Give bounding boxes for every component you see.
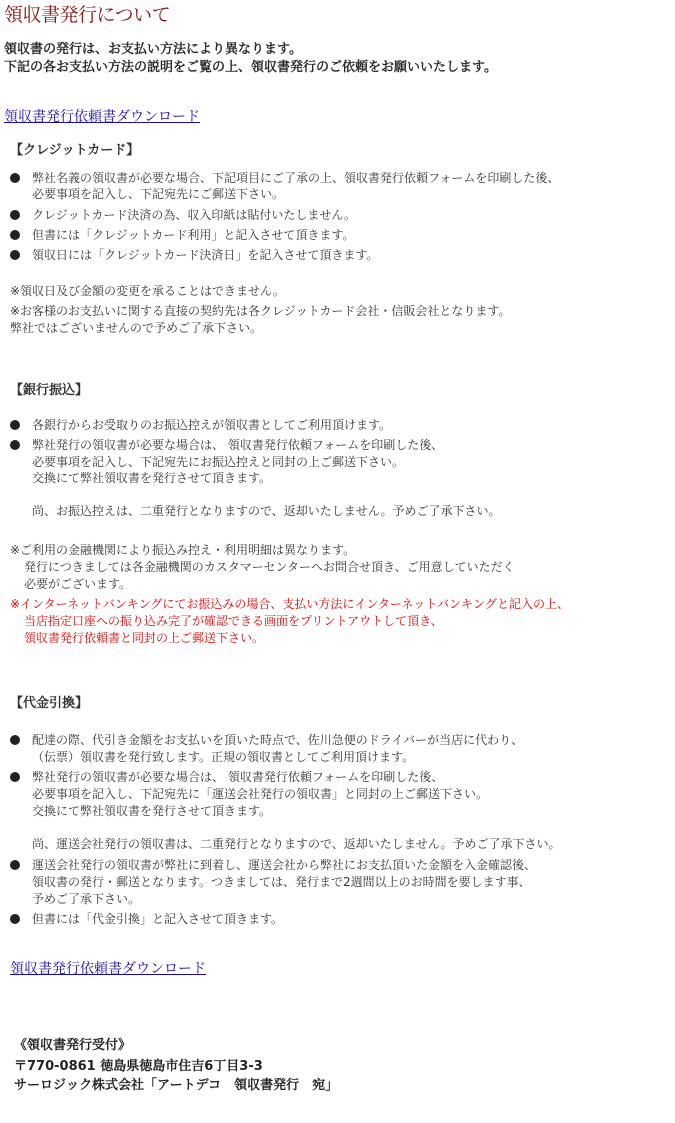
credit-bullet [10, 247, 378, 263]
intro-line: 領収書の発行は、お支払い方法により異なります。 [4, 42, 302, 57]
cod-bullet-cont: 領収書の発行・郵送となります。つきましては、発行まで2週間以上のお時間を要します事、 [32, 875, 531, 889]
bank-bullet [10, 437, 443, 453]
bullet-text: 各銀行からお受取りのお振込控えが領収書としてご利用頂けます。 [32, 418, 392, 432]
cod-note-double: 尚、運送会社発行の領収書は、二重発行となりますので、返却いたしません。予めご了承下さい。 [32, 837, 561, 851]
bank-heading: 【銀行振込】 [10, 383, 89, 398]
cod-bullet [10, 732, 523, 748]
bullet-icon [10, 440, 20, 450]
download-link-bottom[interactable]: 領収書発行依頼書ダウンロード [10, 961, 206, 977]
cod-bullet [10, 769, 443, 785]
address-line: サーロジック株式会社「アートデコ 領収書発行 宛」 [14, 1078, 339, 1093]
bullet-icon [10, 230, 20, 240]
bullet-icon [10, 210, 20, 220]
bullet-text: 運送会社発行の領収書が弊社に到着し、運送会社から弊社にお支払頂いた金額を入金確認後、 [32, 858, 537, 872]
download-link-top[interactable]: 領収書発行依頼書ダウンロード [4, 109, 200, 125]
bank-red-note: 領収書発行依頼書と同封の上ご郵送下さい。 [24, 631, 265, 645]
bank-red-note: 当店指定口座への振り込み完了が確認できる画面をプリントアウトして頂き、 [24, 614, 443, 628]
bullet-text: クレジットカード決済の為、収入印紙は貼付いたしません。 [32, 208, 357, 222]
credit-bullet [10, 170, 559, 186]
bullet-icon [10, 772, 20, 782]
credit-note: 弊社ではございませんので予めご了承下さい。 [10, 321, 263, 335]
credit-bullet-cont: 必要事項を記入し、下記宛先にご郵送下さい。 [32, 187, 285, 201]
credit-note: ※領収日及び金額の変更を承ることはできません。 [10, 284, 285, 298]
bullet-icon [10, 173, 20, 183]
bank-note-double: 尚、お振込控えは、二重発行となりますので、返却いたしません。予めご了承下さい。 [32, 504, 501, 518]
cod-bullet-cont: 交換にて弊社領収書を発行させて頂きます。 [32, 804, 272, 818]
address-label: 《領収書発行受付》 [14, 1038, 132, 1053]
bank-bullet-cont: 必要事項を記入し、下記宛先にお振込控えと同封の上ご郵送下さい。 [32, 455, 405, 469]
bank-red-note: ※インターネットバンキングにてお振込みの場合、支払い方法にインターネットバンキングと記入の上、 [10, 597, 569, 611]
cod-bullet-cont: （伝票）領収書を発行致します。正規の領収書としてご利用頂けます。 [32, 750, 415, 764]
intro-text [4, 41, 497, 77]
bullet-text: 弊社発行の領収書が必要な場合は、 領収書発行依頼フォームを印刷した後、 [32, 770, 444, 784]
bullet-text: 但書には「クレジットカード利用」と記入させて頂きます。 [32, 228, 355, 242]
address-line: 〒770-0861 徳島県徳島市住吉6丁目3-3 [14, 1059, 263, 1074]
page-title: 領収書発行について [4, 4, 171, 26]
bullet-icon [10, 420, 20, 430]
bullet-text: 弊社発行の領収書が必要な場合は、 領収書発行依頼フォームを印刷した後、 [32, 438, 444, 452]
cod-bullet [10, 857, 536, 873]
bank-note: ※ご利用の金融機関により振込み控え・利用明細は異なります。 [10, 543, 356, 557]
bank-note: 必要がございます。 [24, 577, 132, 591]
credit-heading: 【クレジットカード】 [10, 143, 140, 158]
cod-bullet [10, 911, 283, 927]
bullet-text: 配達の際、代引き金額をお支払いを頂いた時点で、佐川急便のドライバーが当店に代わり、 [32, 733, 524, 747]
cod-bullet-cont: 必要事項を記入し、下記宛先に「運送会社発行の領収書」と同封の上ご郵送下さい。 [32, 787, 489, 801]
credit-bullet [10, 207, 356, 223]
cod-heading: 【代金引換】 [10, 696, 89, 711]
bullet-icon [10, 914, 20, 924]
bullet-text: 領収日には「クレジットカード決済日」を記入させて頂きます。 [32, 248, 379, 262]
bullet-icon [10, 860, 20, 870]
bank-bullet [10, 417, 391, 433]
bullet-text: 弊社名義の領収書が必要な場合、下記項目にご了承の上、領収書発行依頼フォームを印刷した後、 [32, 171, 560, 185]
bullet-icon [10, 735, 20, 745]
cod-bullet-cont: 予めご了承下さい。 [32, 892, 141, 906]
bullet-text: 但書には「代金引換」と記入させて頂きます。 [32, 912, 284, 926]
credit-note: ※お客様のお支払いに関する直接の契約先は各クレジットカード会社・信販会社となります。 [10, 304, 511, 318]
intro-line: 下記の各お支払い方法の説明をご覧の上、領収書発行のご依頼をお願いいたします。 [4, 60, 497, 75]
bullet-icon [10, 250, 20, 260]
credit-bullet [10, 227, 354, 243]
bank-note: 発行につきましては各金融機関のカスタマーセンターへお問合せ頂き、ご用意していただく [24, 560, 515, 574]
bank-bullet-cont: 交換にて弊社領収書を発行させて頂きます。 [32, 471, 272, 485]
